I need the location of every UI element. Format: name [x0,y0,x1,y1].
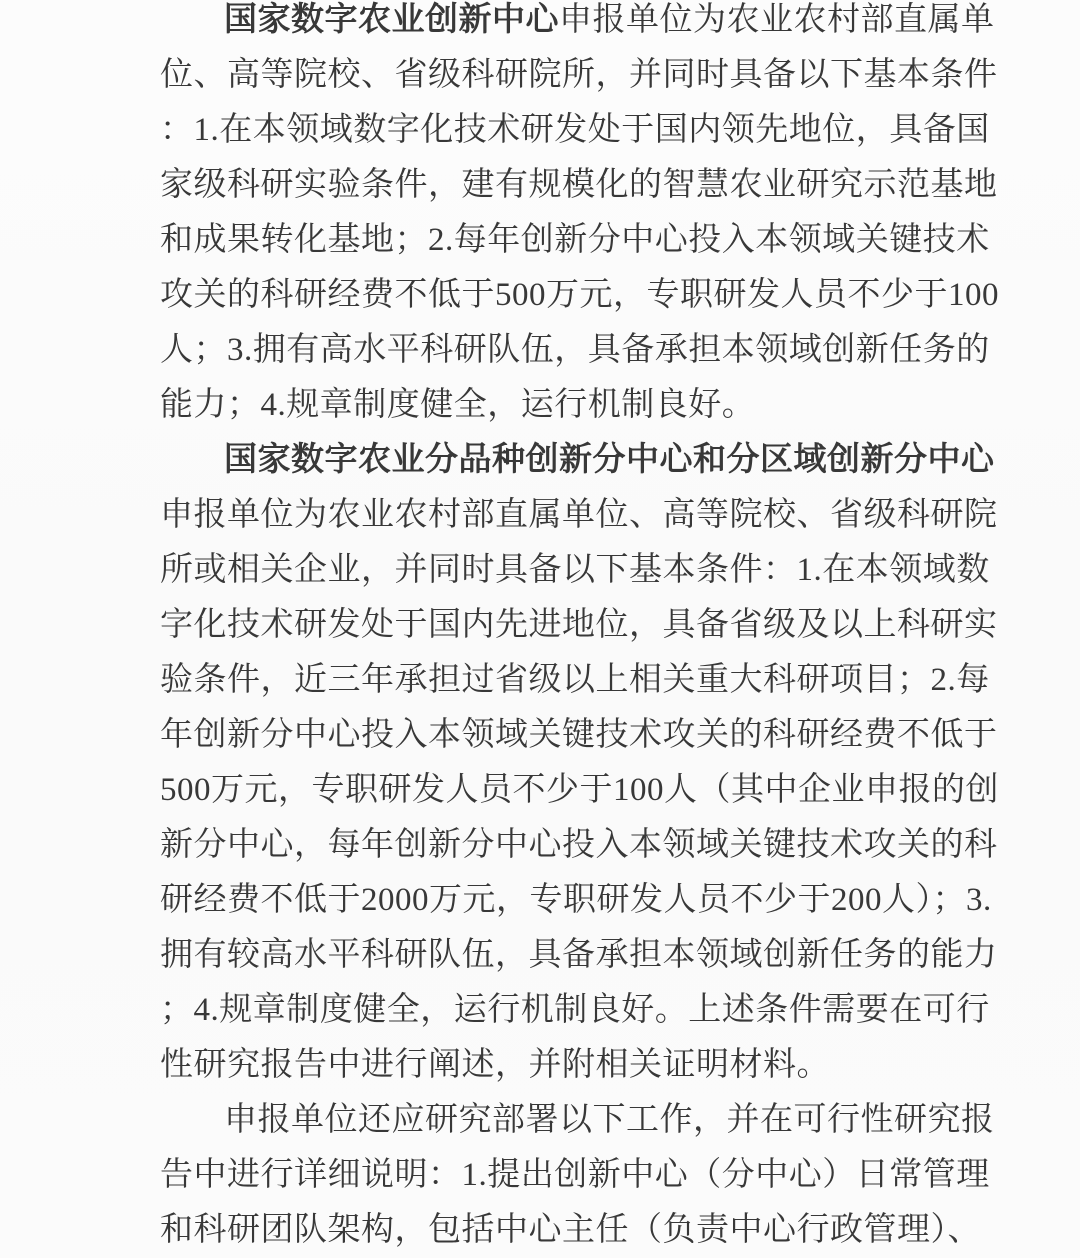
text-line [160,1203,981,1258]
paragraph-national-center [160,0,999,433]
text-run: 研经费不低于2000万元，专职研发人员不少于200人）；3. [160,882,992,918]
text-run: 家级科研实验条件，建有规模化的智慧农业研究示范基地 [160,167,998,203]
text-line [160,48,998,103]
text-line [160,158,998,213]
text-run: 告中进行详细说明：1.提出创新中心（分中心）日常管理 [160,1157,990,1193]
text-run: 位、高等院校、省级科研院所，并同时具备以下基本条件 [160,57,998,93]
paragraph-sub-centers [160,433,999,1093]
text-run: 人；3.拥有高水平科研队伍，具备承担本领域创新任务的 [160,332,990,368]
text-line [160,488,998,543]
text-run: 所或相关企业，并同时具备以下基本条件：1.在本领域数 [160,552,990,588]
text-run: 500万元，专职研发人员不少于100人（其中企业申报的创 [160,772,999,808]
text-line [160,818,998,873]
text-run: 和成果转化基地；2.每年创新分中心投入本领域关键技术 [160,222,990,258]
text-run: 性研究报告中进行阐述，并附相关证明材料。 [160,1047,830,1083]
text-line [160,763,999,818]
text-run: 申报单位为农业农村部直属单位、高等院校、省级科研院 [160,497,998,533]
text-line [160,928,998,983]
text-line [160,543,990,598]
text-run: 验条件，近三年承担过省级以上相关重大科研项目；2.每 [160,662,990,698]
text-line [160,1093,995,1148]
text-run: 申报单位还应研究部署以下工作，并在可行性研究报 [224,1102,995,1138]
text-line [160,653,990,708]
text-run: 申报单位为农业农村部直属单 [559,2,995,38]
text-run: ：1.在本领域数字化技术研发处于国内领先地位，具备国 [160,112,990,148]
text-run: 和科研团队架构，包括中心主任（负责中心行政管理）、 [160,1212,981,1248]
text-run: 拥有较高水平科研队伍，具备承担本领域创新任务的能力 [160,937,998,973]
text-line [160,213,990,268]
text-line [160,103,990,158]
text-line [160,433,995,488]
text-run: ；4.规章制度健全，运行机制良好。上述条件需要在可行 [160,992,990,1028]
text-run: 攻关的科研经费不低于500万元，专职研发人员不少于100 [160,277,999,313]
text-line [160,0,995,48]
text-line [160,708,998,763]
bold-run: 国家数字农业创新中心 [224,2,559,38]
text-run: 字化技术研发处于国内先进地位，具备省级及以上科研实 [160,607,998,643]
text-line [160,983,990,1038]
paragraph-deployment-work [160,1093,995,1258]
bold-run: 国家数字农业分品种创新分中心和分区域创新分中心 [224,442,995,478]
text-line [160,378,920,433]
text-line [160,323,990,378]
text-line [160,598,998,653]
text-run: 年创新分中心投入本领域关键技术攻关的科研经费不低于 [160,717,998,753]
text-run: 新分中心，每年创新分中心投入本领域关键技术攻关的科 [160,827,998,863]
text-line [160,268,999,323]
text-line [160,1148,990,1203]
text-line [160,1038,920,1093]
text-run: 能力；4.规章制度健全，运行机制良好。 [160,387,756,423]
text-line [160,873,992,928]
document-text-block [160,0,999,1258]
